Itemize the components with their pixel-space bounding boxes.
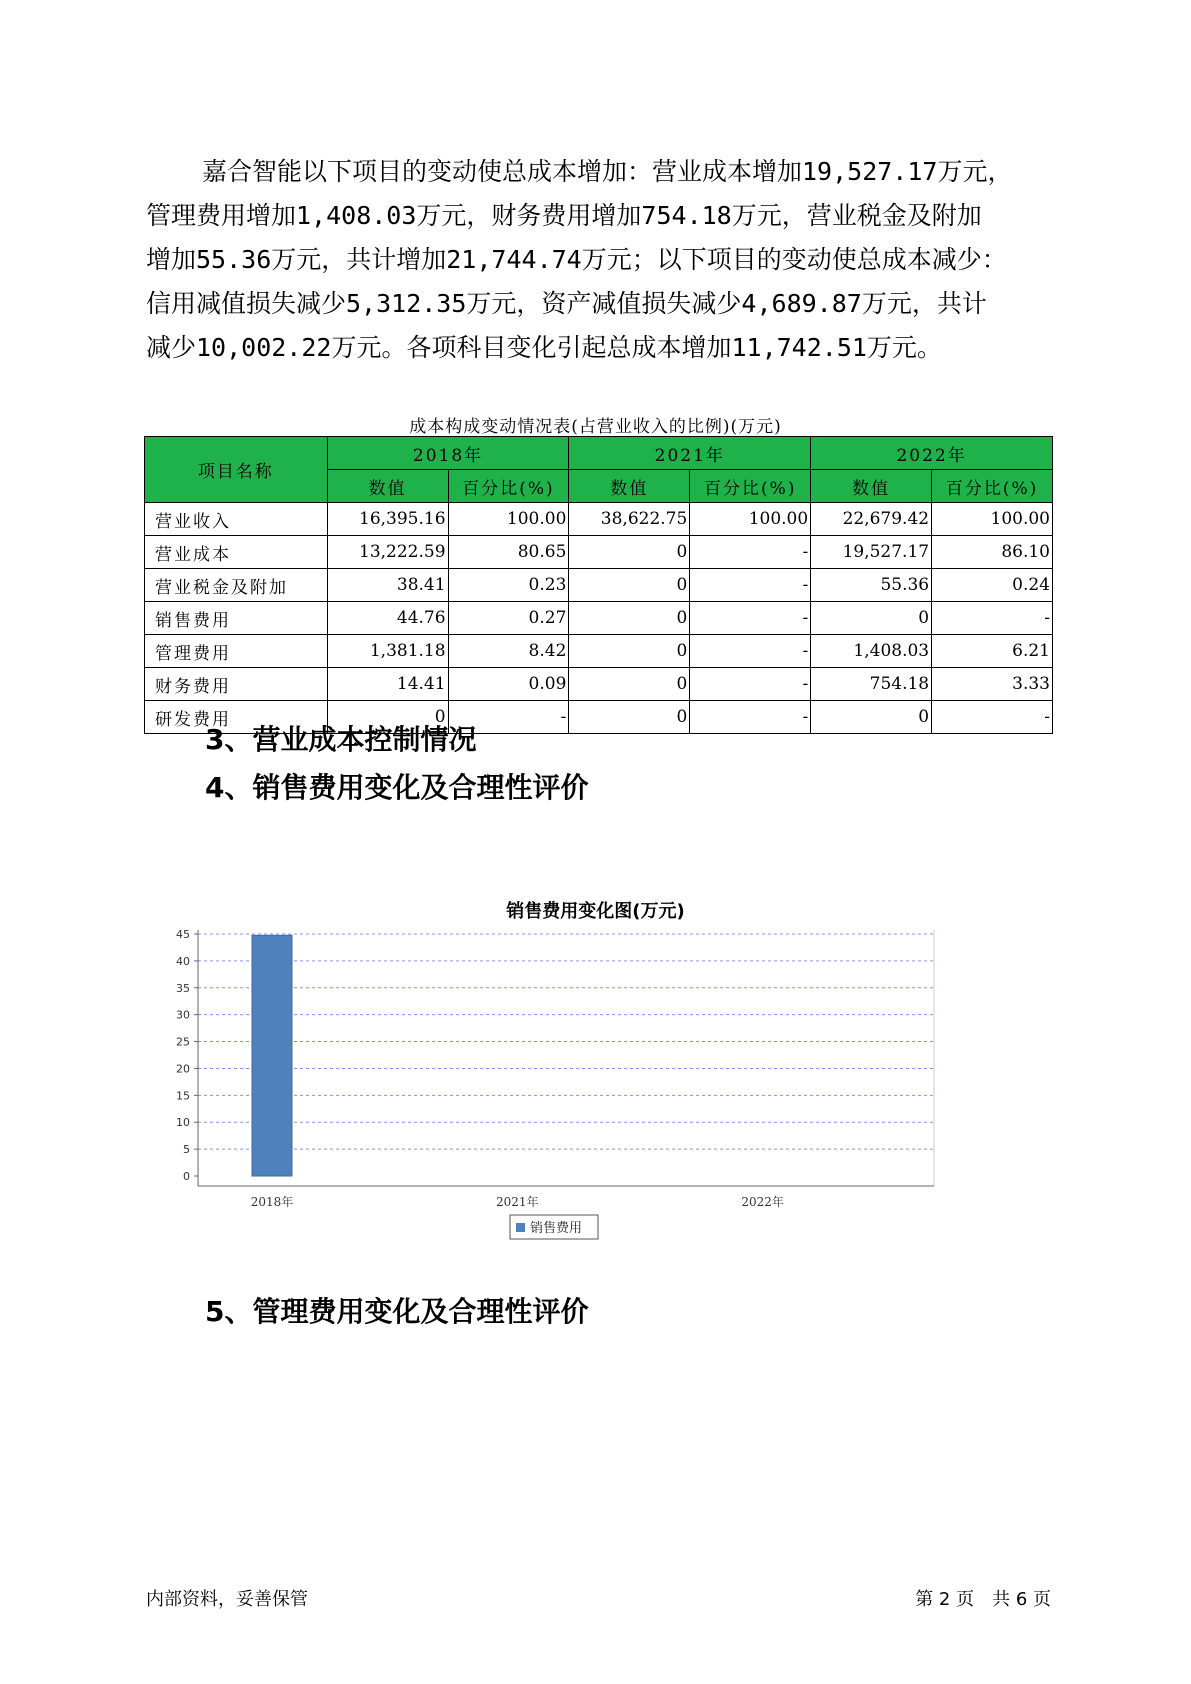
value-cell: 0 [569, 701, 690, 734]
value-cell: 13,222.59 [327, 536, 448, 569]
percent-cell: 100.00 [448, 503, 569, 536]
value-cell: 22,679.42 [811, 503, 932, 536]
cost-structure-table [144, 436, 1053, 734]
paragraph-line: 管理费用增加1,408.03万元，财务费用增加754.18万元，营业税金及附加 [146, 201, 982, 230]
value-cell: 1,408.03 [811, 635, 932, 668]
row-label: 营业税金及附加 [145, 569, 328, 602]
year-header: 2022年 [811, 437, 1053, 470]
table-row [145, 536, 1053, 569]
y-tick-label: 45 [176, 930, 190, 941]
y-tick-label: 35 [176, 981, 190, 995]
y-tick-label: 25 [176, 1035, 190, 1049]
percent-cell: 3.33 [932, 668, 1053, 701]
table-caption: 成本构成变动情况表(占营业收入的比例)(万元) [409, 417, 782, 437]
table-row [145, 602, 1053, 635]
row-label: 财务费用 [145, 668, 328, 701]
percent-cell: - [690, 602, 811, 635]
percent-cell: 0.24 [932, 569, 1053, 602]
row-label: 研发费用 [145, 701, 328, 734]
y-tick-label: 20 [176, 1062, 190, 1076]
section-heading-5: 5、管理费用变化及合理性评价 [205, 1295, 589, 1328]
y-tick-label: 30 [176, 1008, 190, 1022]
percent-cell: - [690, 668, 811, 701]
value-cell: 0 [811, 602, 932, 635]
percent-cell: - [690, 569, 811, 602]
page-number: 第 2 页 共 6 页 [915, 1589, 1051, 1610]
row-label: 管理费用 [145, 635, 328, 668]
chart-title: 销售费用变化图(万元) [506, 901, 685, 922]
value-header: 数值 [327, 470, 448, 503]
year-header: 2021年 [569, 437, 811, 470]
percent-cell: - [690, 635, 811, 668]
sales-expense-chart [170, 930, 970, 1250]
value-cell: 44.76 [327, 602, 448, 635]
y-tick-label: 0 [183, 1170, 190, 1183]
percent-cell: 100.00 [690, 503, 811, 536]
x-tick-label: 2022年 [741, 1195, 784, 1209]
percent-cell: 0.23 [448, 569, 569, 602]
percent-cell: - [932, 602, 1053, 635]
y-tick-label: 15 [176, 1089, 190, 1103]
section-heading-3: 3、营业成本控制情况 [205, 723, 477, 756]
bar [252, 935, 292, 1176]
value-cell: 0 [569, 569, 690, 602]
paragraph-line: 信用减值损失减少5,312.35万元，资产减值损失减少4,689.87万元，共计 [146, 289, 987, 318]
percent-cell: - [690, 536, 811, 569]
percent-cell: 80.65 [448, 536, 569, 569]
year-header: 2018年 [327, 437, 569, 470]
value-cell: 0 [327, 701, 448, 734]
table-row [145, 635, 1053, 668]
value-cell: 0 [569, 635, 690, 668]
y-tick-label: 5 [183, 1143, 190, 1157]
value-cell: 0 [569, 536, 690, 569]
value-cell: 16,395.16 [327, 503, 448, 536]
percent-cell: - [932, 701, 1053, 734]
value-cell: 0 [811, 701, 932, 734]
row-label: 营业收入 [145, 503, 328, 536]
x-tick-label: 2018年 [250, 1195, 294, 1209]
percent-cell: 86.10 [932, 536, 1053, 569]
table-row [145, 569, 1053, 602]
plot-area [198, 930, 934, 1186]
percent-cell: 6.21 [932, 635, 1053, 668]
item-name-header: 项目名称 [145, 437, 328, 503]
percent-cell: - [448, 701, 569, 734]
percent-header: 百分比(%) [448, 470, 569, 503]
value-cell: 55.36 [811, 569, 932, 602]
percent-cell: 0.27 [448, 602, 569, 635]
value-cell: 754.18 [811, 668, 932, 701]
summary-paragraph [146, 150, 1066, 370]
value-cell: 38,622.75 [569, 503, 690, 536]
value-header: 数值 [569, 470, 690, 503]
y-tick-label: 40 [176, 954, 190, 968]
section-heading-4: 4、销售费用变化及合理性评价 [205, 771, 589, 804]
legend-swatch [516, 1223, 525, 1232]
x-tick-label: 2021年 [496, 1195, 539, 1209]
footer-note: 内部资料，妥善保管 [146, 1589, 308, 1610]
value-cell: 0 [569, 668, 690, 701]
paragraph-line: 嘉合智能以下项目的变动使总成本增加：营业成本增加19,527.17万元， [202, 157, 1013, 186]
row-label: 营业成本 [145, 536, 328, 569]
legend-label: 销售费用 [530, 1221, 583, 1236]
row-label: 销售费用 [145, 602, 328, 635]
paragraph-line: 减少10,002.22万元。各项科目变化引起总成本增加11,742.51万元。 [146, 333, 942, 362]
percent-cell: 8.42 [448, 635, 569, 668]
table-row [145, 668, 1053, 701]
value-cell: 38.41 [327, 569, 448, 602]
percent-cell: 100.00 [932, 503, 1053, 536]
table-row [145, 503, 1053, 536]
value-cell: 0 [569, 602, 690, 635]
value-cell: 1,381.18 [327, 635, 448, 668]
percent-cell: - [690, 701, 811, 734]
percent-cell: 0.09 [448, 668, 569, 701]
paragraph-line: 增加55.36万元，共计增加21,744.74万元；以下项目的变动使总成本减少： [146, 245, 1007, 274]
percent-header: 百分比(%) [690, 470, 811, 503]
percent-header: 百分比(%) [932, 470, 1053, 503]
value-header: 数值 [811, 470, 932, 503]
y-tick-label: 10 [176, 1116, 190, 1130]
value-cell: 19,527.17 [811, 536, 932, 569]
value-cell: 14.41 [327, 668, 448, 701]
